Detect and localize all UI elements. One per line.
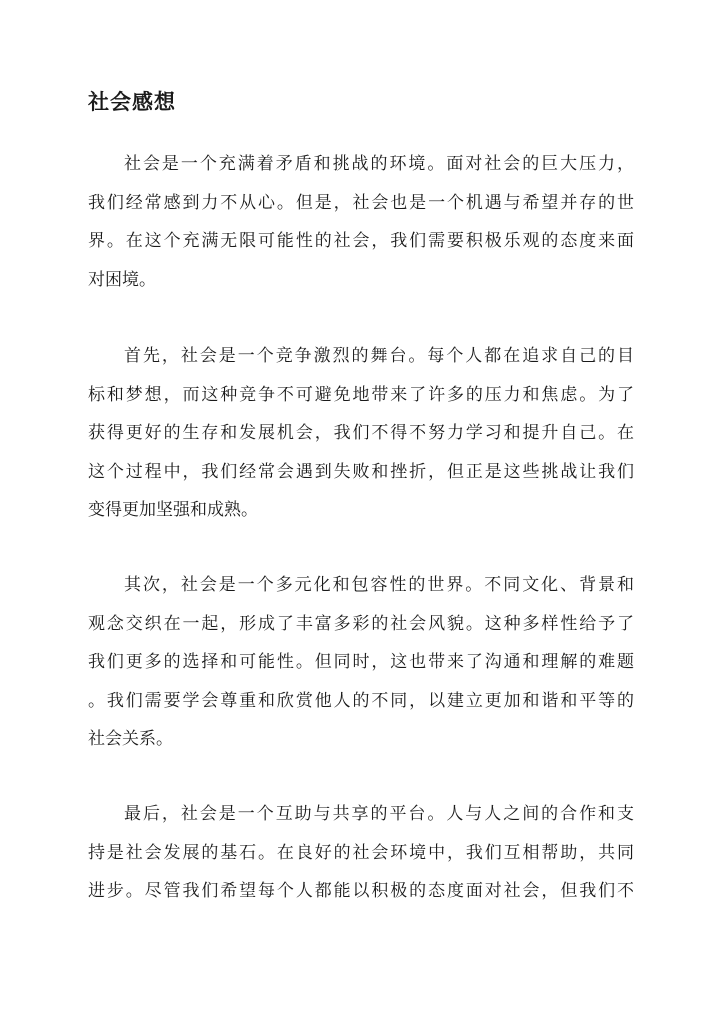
paragraph-4 — [88, 801, 634, 917]
paragraph-line: 观念交织在一起，形成了丰富多彩的社会风貌。这种多样性给予了 — [88, 613, 634, 634]
paragraph-line: 社会是一个充满着矛盾和挑战的环境。面对社会的巨大压力， — [124, 154, 634, 174]
paragraph-line: 我们经常感到力不从心。但是，社会也是一个机遇与希望并存的世 — [88, 192, 634, 213]
paragraph-3 — [88, 572, 634, 765]
document-title: 社会感想 — [88, 90, 176, 114]
paragraph-2 — [88, 343, 634, 536]
paragraph-line: 社会关系。 — [88, 729, 173, 749]
paragraph-line: 这个过程中，我们经常会遇到失败和挫折，但正是这些挑战让我们 — [88, 461, 634, 482]
paragraph-line: 。我们需要学会尊重和欣赏他人的不同，以建立更加和谐和平等的 — [88, 690, 634, 711]
paragraph-line: 获得更好的生存和发展机会，我们不得不努力学习和提升自己。在 — [88, 423, 634, 443]
paragraph-line: 界。在这个充满无限可能性的社会，我们需要积极乐观的态度来面 — [88, 231, 634, 251]
paragraph-line: 我们更多的选择和可能性。但同时，这也带来了沟通和理解的难题 — [88, 652, 634, 672]
paragraph-1 — [88, 151, 634, 305]
paragraph-line: 进步。尽管我们希望每个人都能以积极的态度面对社会，但我们不 — [88, 881, 634, 901]
paragraph-line: 标和梦想，而这种竞争不可避免地带来了许多的压力和焦虑。为了 — [88, 384, 634, 405]
paragraph-line: 首先，社会是一个竞争激烈的舞台。每个人都在追求自己的目 — [124, 346, 634, 366]
paragraph-line: 对困境。 — [88, 269, 156, 290]
paragraph-line: 变得更加坚强和成熟。 — [88, 500, 258, 520]
paragraph-line: 其次，社会是一个多元化和包容性的世界。不同文化、背景和 — [124, 575, 634, 595]
paragraph-line: 持是社会发展的基石。在良好的社会环境中，我们互相帮助，共同 — [88, 842, 634, 863]
paragraph-line: 最后，社会是一个互助与共享的平台。人与人之间的合作和支 — [124, 804, 634, 824]
